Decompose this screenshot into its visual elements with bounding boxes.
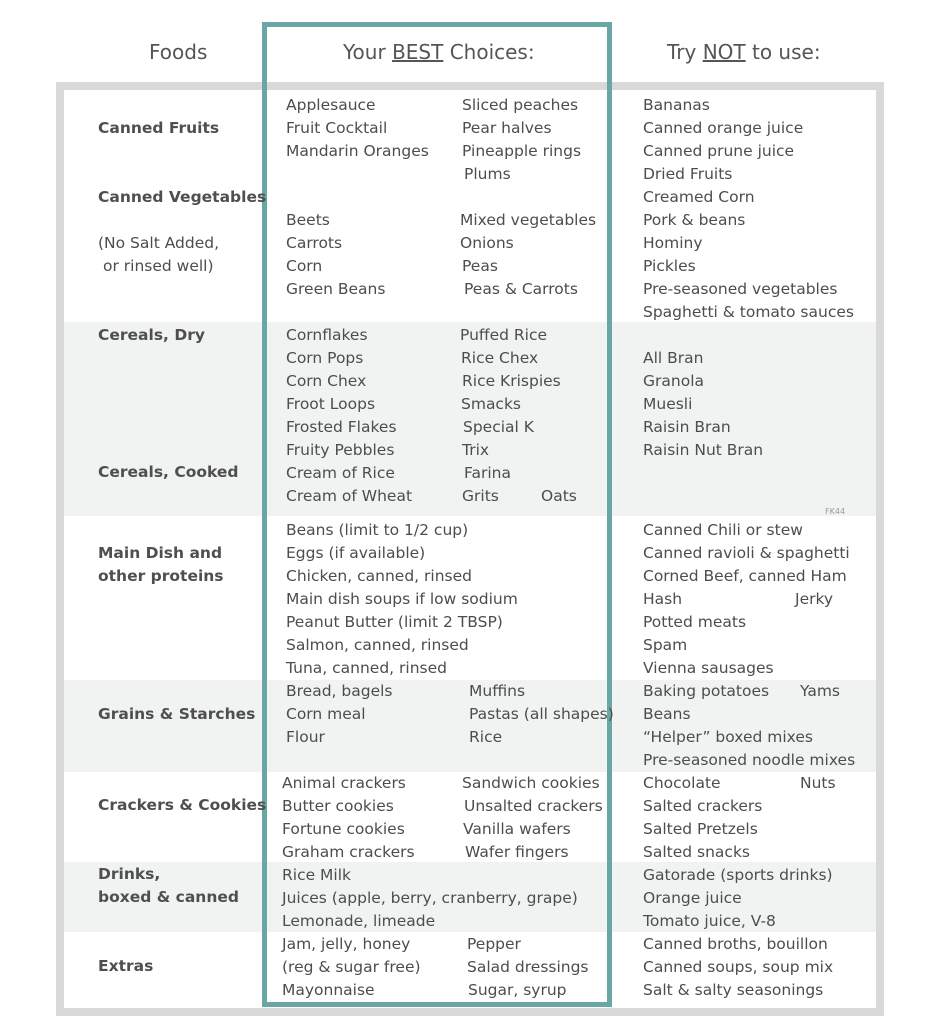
category-label: Canned Fruits [98,119,220,137]
best-item: Rice [469,728,503,746]
avoid-item: Jerky [795,590,834,608]
best-item: Pepper [467,935,521,953]
best-item: Chicken, canned, rinsed [286,567,472,585]
avoid-item: “Helper” boxed mixes [643,728,813,746]
best-item: Unsalted crackers [464,797,603,815]
category-label: Extras [98,957,154,975]
avoid-item: Orange juice [643,889,742,907]
avoid-item: Salted crackers [643,797,763,815]
avoid-item: All Bran [643,349,704,367]
best-item: Special K [463,418,534,436]
best-item: (reg & sugar free) [282,958,421,976]
best-item: Rice Milk [282,866,352,884]
best-item: Corn [286,257,323,275]
best-item: Corn Pops [286,349,364,367]
avoid-item: Nuts [800,774,836,792]
best-item: Salmon, canned, rinsed [286,636,469,654]
best-item: Fortune cookies [282,820,405,838]
avoid-item: Baking potatoes [643,682,770,700]
best-item: Bread, bagels [286,682,393,700]
best-item: Vanilla wafers [463,820,571,838]
avoid-item: Canned broths, bouillon [643,935,828,953]
best-item: Rice Chex [461,349,539,367]
best-item: Jam, jelly, honey [282,935,411,953]
avoid-item: Spam [643,636,688,654]
avoid-item: Muesli [643,395,693,413]
best-item: Wafer fingers [465,843,569,861]
best-item: Mandarin Oranges [286,142,429,160]
best-item: Juices (apple, berry, cranberry, grape) [282,889,578,907]
avoid-item: Chocolate [643,774,721,792]
best-item: Pineapple rings [462,142,582,160]
category-label: Cereals, Dry [98,326,205,344]
avoid-item: Dried Fruits [643,165,733,183]
best-item: Fruity Pebbles [286,441,395,459]
avoid-item: Creamed Corn [643,188,755,206]
avoid-item: Hominy [643,234,703,252]
best-item: Peas [462,257,498,275]
best-item: Muffins [469,682,526,700]
avoid-item: Raisin Nut Bran [643,441,764,459]
best-item: Pastas (all shapes) [469,705,614,723]
best-item: Froot Loops [286,395,376,413]
best-item: Sugar, syrup [468,981,567,999]
avoid-item: Beans [643,705,691,723]
best-item: Frosted Flakes [286,418,397,436]
best-item: Cornflakes [286,326,368,344]
best-item: Peas & Carrots [464,280,578,298]
avoid-item: Canned soups, soup mix [643,958,834,976]
avoid-item: Canned Chili or stew [643,521,803,539]
best-item: Green Beans [286,280,386,298]
avoid-item: Gatorade (sports drinks) [643,866,833,884]
best-item: Onions [460,234,514,252]
avoid-item: Raisin Bran [643,418,731,436]
best-item: Peanut Butter (limit 2 TBSP) [286,613,503,631]
category-note: or rinsed well) [103,257,214,275]
best-item: Animal crackers [282,774,406,792]
header-try-not: Try NOT to use: [667,40,821,64]
avoid-item: Salted snacks [643,843,750,861]
avoid-item: Potted meats [643,613,747,631]
best-item: Puffed Rice [460,326,548,344]
best-item: Butter cookies [282,797,394,815]
avoid-item: Spaghetti & tomato sauces [643,303,854,321]
avoid-item: Hash [643,590,683,608]
avoid-item: Bananas [643,96,710,114]
header-best-choices: Your BEST Choices: [343,40,535,64]
category-label: Main Dish and [98,544,223,562]
category-label: Cereals, Cooked [98,463,239,481]
avoid-item: Pork & beans [643,211,746,229]
category-note: (No Salt Added, [98,234,220,252]
category-label: Canned Vegetables [98,188,267,206]
best-item: Rice Krispies [462,372,561,390]
best-item: Cream of Rice [286,464,395,482]
best-item: Corn Chex [286,372,367,390]
best-item: Eggs (if available) [286,544,426,562]
best-item: Mayonnaise [282,981,375,999]
category-label: boxed & canned [98,888,239,906]
best-item: Salad dressings [467,958,589,976]
category-label: Grains & Starches [98,705,256,723]
category-label: Crackers & Cookies [98,796,267,814]
category-label: other proteins [98,567,224,585]
best-item: Fruit Cocktail [286,119,388,137]
avoid-item: Pre-seasoned noodle mixes [643,751,856,769]
best-item: Carrots [286,234,343,252]
avoid-item: Canned orange juice [643,119,804,137]
best-item: Applesauce [286,96,376,114]
avoid-item: Corned Beef, canned Ham [643,567,847,585]
best-item: Graham crackers [282,843,415,861]
best-item: Corn meal [286,705,366,723]
avoid-item: Pre-seasoned vegetables [643,280,838,298]
best-item: Flour [286,728,325,746]
best-item: Beets [286,211,330,229]
best-item: Cream of Wheat [286,487,413,505]
avoid-item: Granola [643,372,704,390]
avoid-item: Canned prune juice [643,142,795,160]
avoid-item: Salt & salty seasonings [643,981,824,999]
best-item: Plums [464,165,511,183]
best-item: Mixed vegetables [460,211,597,229]
best-item: Lemonade, limeade [282,912,436,930]
avoid-item: Vienna sausages [643,659,774,677]
best-item: Oats [541,487,577,505]
category-label: Drinks, [98,865,161,883]
header-foods: Foods [149,40,208,64]
avoid-item: Pickles [643,257,696,275]
best-item: Pear halves [462,119,552,137]
avoid-item: Canned ravioli & spaghetti [643,544,850,562]
best-item: Main dish soups if low sodium [286,590,518,608]
best-item: Smacks [461,395,522,413]
best-item: Beans (limit to 1/2 cup) [286,521,469,539]
document-code: FK44 [825,507,846,516]
best-item: Trix [462,441,490,459]
best-item: Grits [462,487,499,505]
avoid-item: Salted Pretzels [643,820,758,838]
best-item: Sliced peaches [462,96,579,114]
avoid-item: Tomato juice, V-8 [643,912,776,930]
best-item: Tuna, canned, rinsed [286,659,447,677]
best-item: Farina [464,464,511,482]
avoid-item: Yams [800,682,841,700]
best-item: Sandwich cookies [462,774,600,792]
